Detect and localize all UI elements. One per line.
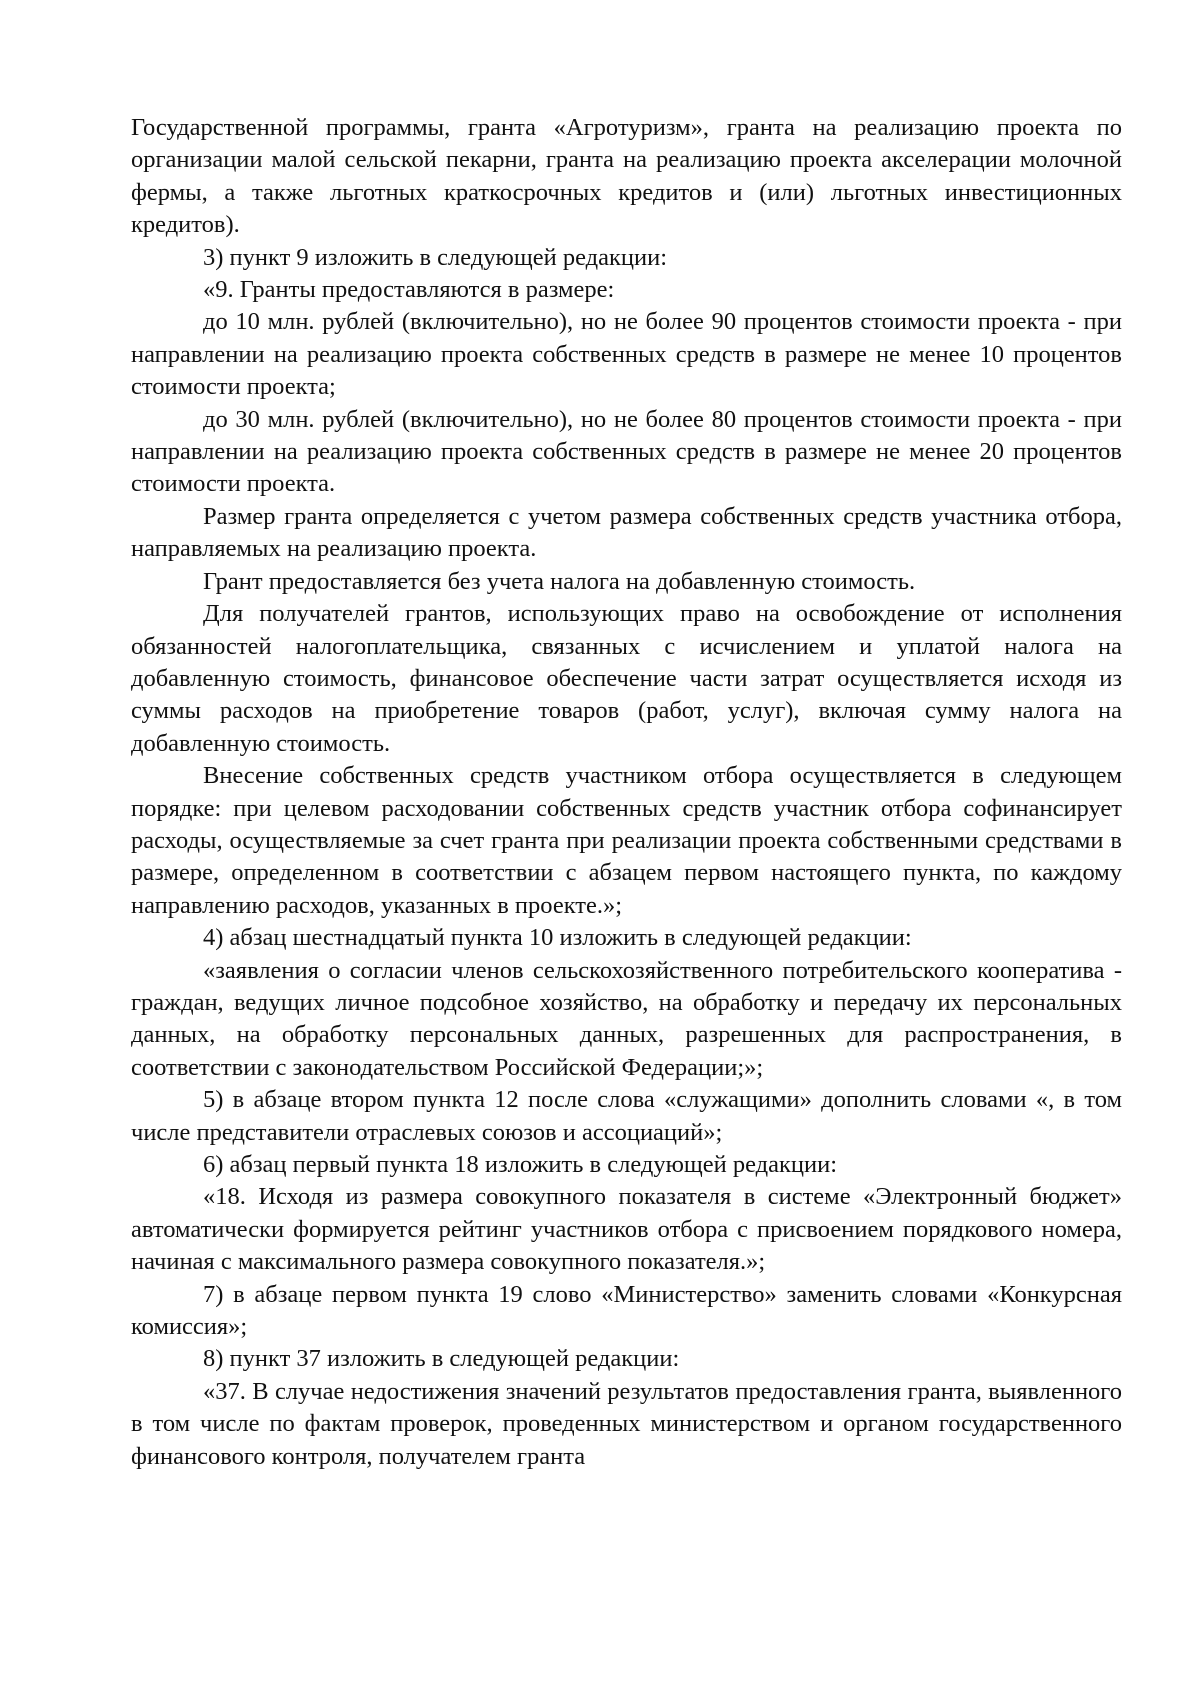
- paragraph: «18. Исходя из размера совокупного показателя в системе «Электронный бюджет» автоматически формируется рейтинг участников отбора с присвоением порядкового номера, начиная с максимального размера совокупного показателя.»;: [131, 1183, 1122, 1276]
- paragraph: 5) в абзаце втором пункта 12 после слова «служащими» дополнить словами «, в том числе представители отраслевых союзов и ассоциаций»;: [131, 1086, 1122, 1146]
- paragraph: «37. В случае недостижения значений результатов предоставления гранта, выявленного в том числе по фактам проверок, проведенных министерством и органом государственного финансового контроля, получателем гранта: [131, 1377, 1122, 1470]
- paragraph: 8) пункт 37 изложить в следующей редакции:: [203, 1345, 680, 1373]
- paragraph: до 30 млн. рублей (включительно), но не более 80 процентов стоимости проекта - при направлении на реализацию проекта собственных средств в размере не менее 20 процентов стоимости проекта.: [131, 405, 1122, 498]
- paragraph: 4) абзац шестнадцатый пункта 10 изложить в следующей редакции:: [203, 924, 912, 952]
- paragraph: «заявления о согласии членов сельскохозяйственного потребительского кооператива - граждан, ведущих личное подсобное хозяйство, на обработку и передачу их персональных данных, на обработку персональных данных, разрешенных для распространения, в соответствии с законодательством Российской Федерации;»;: [131, 956, 1122, 1081]
- paragraph: Государственной программы, гранта «Агротуризм», гранта на реализацию проекта по организации малой сельской пекарни, гранта на реализацию проекта акселерации молочной фермы, а также льготных краткосрочных кредитов и (или) льготных инвестиционных кредитов).: [131, 114, 1122, 239]
- paragraph: до 10 млн. рублей (включительно), но не более 90 процентов стоимости проекта - при направлении на реализацию проекта собственных средств в размере не менее 10 процентов стоимости проекта;: [131, 308, 1122, 401]
- paragraph: Для получателей грантов, использующих право на освобождение от исполнения обязанностей налогоплательщика, связанных с исчислением и уплатой налога на добавленную стоимость, финансовое обеспечение части затрат осуществляется исходя из суммы расходов на приобретение товаров (работ, услуг), включая сумму налога на добавленную стоимость.: [131, 600, 1122, 757]
- paragraph: 3) пункт 9 изложить в следующей редакции:: [203, 243, 668, 271]
- paragraph: 7) в абзаце первом пункта 19 слово «Министерство» заменить словами «Конкурсная комиссия»;: [131, 1280, 1122, 1341]
- paragraph: 6) абзац первый пункта 18 изложить в следующей редакции:: [203, 1151, 838, 1178]
- paragraph: Внесение собственных средств участником отбора осуществляется в следующем порядке: при целевом расходовании собственных средств участник отбора софинансирует расходы, осуществляемые за счет гранта при реализации проекта собственными средствами в размере, определенном в соответствии с абзацем первом настоящего пункта, по каждому направлению расходов, указанных в проекте.»;: [131, 762, 1122, 919]
- paragraph: «9. Гранты предоставляются в размере:: [203, 276, 615, 304]
- paragraph: Грант предоставляется без учета налога на добавленную стоимость.: [203, 567, 916, 595]
- paragraph: Размер гранта определяется с учетом размера собственных средств участника отбора, направляемых на реализацию проекта.: [131, 502, 1122, 563]
